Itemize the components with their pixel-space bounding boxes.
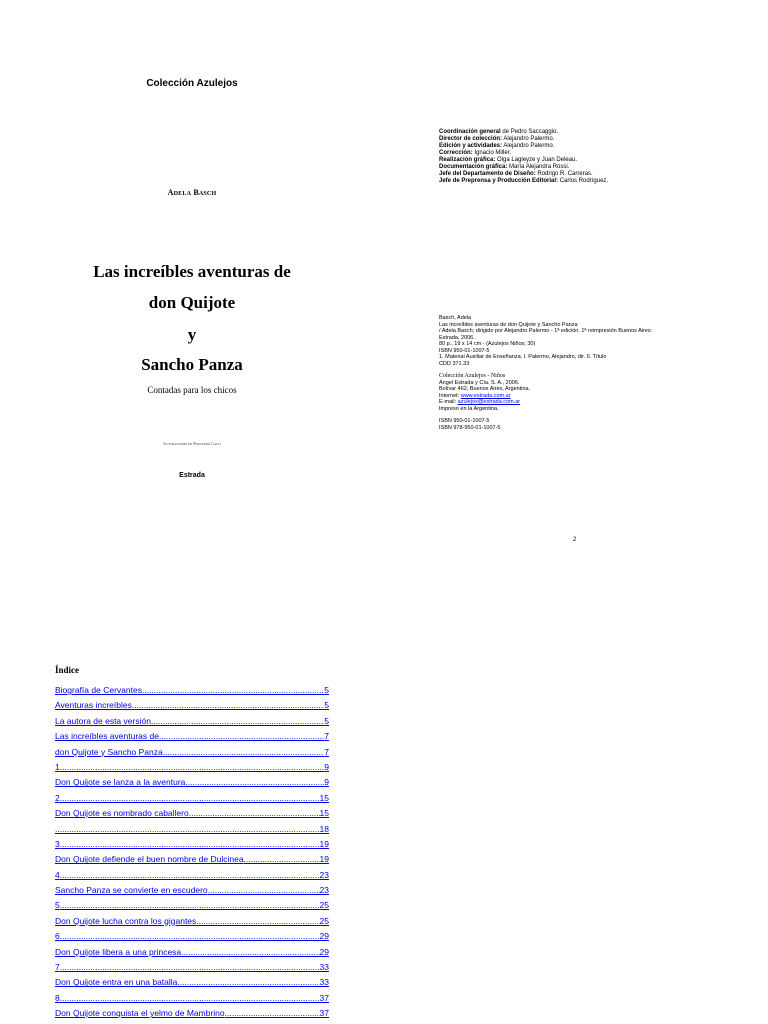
toc-entry-title: 1 <box>55 761 60 772</box>
toc-entry-title: 8 <box>55 992 60 1003</box>
email-link[interactable]: azulejos@estrada.com.ar <box>457 399 521 405</box>
credit-value: de Pedro Saccaggio. <box>500 129 559 135</box>
toc-entry-page: 25 <box>319 915 329 926</box>
credit-line <box>439 143 608 150</box>
credit-line <box>439 157 608 164</box>
toc-dot-leader <box>132 698 324 713</box>
catalog-line: 80 p., 19 x 14 cm - (Azulejos Niños; 30) <box>439 341 536 347</box>
toc-dot-leader <box>177 975 319 990</box>
address-line: Bolívar 462, Buenos Aires, Argentina. <box>439 386 531 392</box>
toc-dot-leader <box>208 883 320 898</box>
catalog-record <box>439 315 739 431</box>
toc-entry-link[interactable] <box>55 852 329 867</box>
toc-entry-link[interactable] <box>55 898 329 913</box>
toc-dot-leader <box>159 729 324 744</box>
author-name: Adela Basch <box>167 188 217 197</box>
toc-entry-title: 5 <box>55 900 60 911</box>
toc-entry-title: Sancho Panza se convierte en escudero <box>55 885 208 896</box>
toc-entry-link[interactable] <box>55 822 329 837</box>
credit-label: Corrección: <box>439 150 473 156</box>
toc-entry-page: 29 <box>319 931 329 942</box>
toc-entry-link[interactable] <box>55 791 329 806</box>
toc-entry-page: 33 <box>319 977 329 988</box>
book-title-line-1: Las increíbles aventuras de <box>93 262 291 281</box>
credit-line <box>439 171 608 178</box>
toc-entry-title: Don Quijote conquista el yelmo de Mambrino <box>55 1008 225 1019</box>
toc-entry-title: 4 <box>55 869 60 880</box>
internet-line: Internet: www.estrada.com.ar <box>439 392 511 399</box>
toc-entry-title: Don Quijote libera a una princesa <box>55 946 182 957</box>
toc-entry-page: 29 <box>319 946 329 957</box>
toc-dot-leader <box>60 760 325 775</box>
toc-dot-leader <box>60 991 320 1006</box>
toc-dot-leader <box>181 945 319 960</box>
toc-entry-title: Don Quijote es nombrado caballero <box>55 808 189 819</box>
toc-entry-link[interactable] <box>55 914 329 929</box>
credit-label: Jefe de Preprensa y Producción Editorial: <box>439 178 559 184</box>
credit-value: Carlos Rodríguez. <box>558 178 609 184</box>
index-title: Índice <box>55 665 80 675</box>
toc-entry-title: 7 <box>55 962 60 973</box>
isbn-line: ISBN 950-01-1007-5 <box>439 418 490 424</box>
credit-value: Alejandro Palermo. <box>502 136 555 142</box>
toc-entry-link[interactable] <box>55 929 329 944</box>
toc-dot-leader <box>60 837 320 852</box>
catalog-line: Las increíbles aventuras de don Quijote y Sancho Panza <box>439 321 578 328</box>
printed-line: Impreso en la Argentina. <box>439 405 499 412</box>
credit-line <box>439 164 608 171</box>
toc-entry-link[interactable] <box>55 837 329 852</box>
toc-entry-title: Las increíbles aventuras de <box>55 731 159 742</box>
toc-entry-link[interactable] <box>55 945 329 960</box>
toc-entry-link[interactable] <box>55 883 329 898</box>
toc-entry-link[interactable] <box>55 745 329 760</box>
publisher-name: Estrada <box>179 472 205 479</box>
toc-entry-link[interactable] <box>55 698 329 713</box>
website-link[interactable]: www.estrada.com.ar <box>460 392 511 399</box>
toc-entry-page: 33 <box>319 962 329 973</box>
credits-block <box>439 129 608 185</box>
toc-entry-page: 15 <box>319 792 329 803</box>
toc-entry-page: 37 <box>319 992 329 1003</box>
toc-entry-link[interactable] <box>55 683 329 698</box>
toc-dot-leader <box>225 1006 320 1021</box>
credit-label: Realización gráfica: <box>439 157 496 163</box>
credit-line <box>439 178 608 185</box>
credit-value: María Alejandra Rossi. <box>507 164 570 170</box>
credit-line <box>439 136 608 143</box>
toc-dot-leader <box>189 806 320 821</box>
credit-label: Edición y actividades: <box>439 143 503 149</box>
toc-entry-link[interactable] <box>55 760 329 775</box>
toc-entry-page: 7 <box>324 746 329 757</box>
toc-entry-link[interactable] <box>55 960 329 975</box>
toc-dot-leader <box>60 898 320 913</box>
toc-entry-page: 5 <box>324 715 329 726</box>
toc-entry-link[interactable] <box>55 991 329 1006</box>
catalog-line: 1. Material Auxiliar de Enseñanza. I. Palermo, Alejandro, dir. II. Título <box>439 354 607 360</box>
credit-value: Olga Lagleyze y Juan Deleau. <box>495 157 578 163</box>
toc-entry-title: Aventuras increíbles <box>55 700 132 711</box>
collection-name: Colección Azulejos <box>146 78 238 89</box>
toc-entry-link[interactable] <box>55 975 329 990</box>
toc-entry-page: 18 <box>319 823 329 834</box>
toc-entry-title: 3 <box>55 838 60 849</box>
toc-entry-link[interactable] <box>55 775 329 790</box>
toc-entry-page: 9 <box>324 777 329 788</box>
toc-dot-leader <box>142 683 324 698</box>
toc-entry-page: 5 <box>324 700 329 711</box>
toc-dot-leader <box>244 852 320 867</box>
toc-entry-page: 23 <box>319 869 329 880</box>
book-title-line-4: Sancho Panza <box>141 355 243 374</box>
toc-entry-page: 9 <box>324 761 329 772</box>
book-title-line-2: don Quijote <box>148 293 236 312</box>
toc-entry-link[interactable] <box>55 806 329 821</box>
catalog-line: CDD 371.33 <box>439 360 470 367</box>
toc-dot-leader <box>163 745 325 760</box>
toc-dot-leader <box>60 791 320 806</box>
toc-dot-leader <box>60 868 320 883</box>
credit-value: Alejandro Palermo. <box>502 143 555 149</box>
toc-dot-leader <box>185 775 324 790</box>
toc-entry-link[interactable] <box>55 1006 329 1021</box>
copyright-line: Ángel Estrada y Cía. S. A., 2006. <box>439 379 520 386</box>
book-title-line-3: y <box>187 325 197 344</box>
credit-label: Director de colección: <box>439 136 503 142</box>
credit-line <box>439 129 608 136</box>
toc-entry-page: 19 <box>319 854 329 865</box>
credit-label: Coordinación general <box>439 129 501 135</box>
toc-entry-title: Don Quijote entra en una batalla <box>55 977 178 988</box>
toc-entry-page: 7 <box>324 731 329 742</box>
toc-dot-leader <box>60 929 320 944</box>
toc-entry-title: 2 <box>55 792 60 803</box>
toc-entry-title: Biografía de Cervantes <box>55 685 142 695</box>
toc-entry-title: Don Quijote defiende el buen nombre de Dulcinea <box>55 854 244 865</box>
toc-entry-page: 19 <box>319 838 329 849</box>
toc-entry-link[interactable] <box>55 868 329 883</box>
collection-series: Colección Azulejos - Niños <box>439 373 506 379</box>
toc-entry-title: La autora de esta versión <box>55 715 151 726</box>
toc-entry-link[interactable] <box>55 729 329 744</box>
credit-label: Documentación gráfica: <box>439 164 508 170</box>
toc-entry-page: 37 <box>319 1008 329 1019</box>
toc-dot-leader <box>60 960 320 975</box>
toc-dot-leader <box>55 822 320 837</box>
page-number: 2 <box>573 537 577 543</box>
toc-dot-leader <box>151 714 324 729</box>
table-of-contents <box>55 683 329 1022</box>
credit-value: Ignacio Miller. <box>472 150 512 156</box>
toc-entry-page: 23 <box>319 885 329 896</box>
illustrator-credit: Ilustraciones de Fernando Calvi <box>163 441 221 446</box>
catalog-line: Estrada, 2006. <box>439 334 475 341</box>
credit-label: Jefe del Departamento de Diseño: <box>439 171 536 177</box>
toc-entry-title: don Quijote y Sancho Panza <box>55 746 163 757</box>
toc-entry-title: Don Quijote se lanza a la aventura <box>55 777 186 788</box>
toc-entry-page: 5 <box>324 685 329 695</box>
toc-entry-link[interactable] <box>55 714 329 729</box>
catalog-line: / Adela Basch; dirigido por Alejandro Palermo - 1ª edición, 1ª reimpresión Buenos Aires: <box>439 328 653 334</box>
credit-value: Rodrigo R. Carreras. <box>535 171 593 177</box>
credit-line <box>439 150 608 157</box>
catalog-line: Basch, Adela <box>439 315 472 321</box>
catalog-line: ISBN 950-01-1007-5 <box>439 347 490 354</box>
toc-entry-page: 25 <box>319 900 329 911</box>
toc-dot-leader <box>196 914 319 929</box>
toc-entry-page: 15 <box>319 808 329 819</box>
email-line: E-mail: azulejos@estrada.com.ar <box>439 399 521 405</box>
book-subtitle: Contadas para los chicos <box>147 385 237 395</box>
isbn-line: ISBN 978-950-01-1007-5 <box>439 424 501 431</box>
toc-entry-title: 6 <box>55 931 60 942</box>
toc-entry-title: Don Quijote lucha contra los gigantes <box>55 915 197 926</box>
